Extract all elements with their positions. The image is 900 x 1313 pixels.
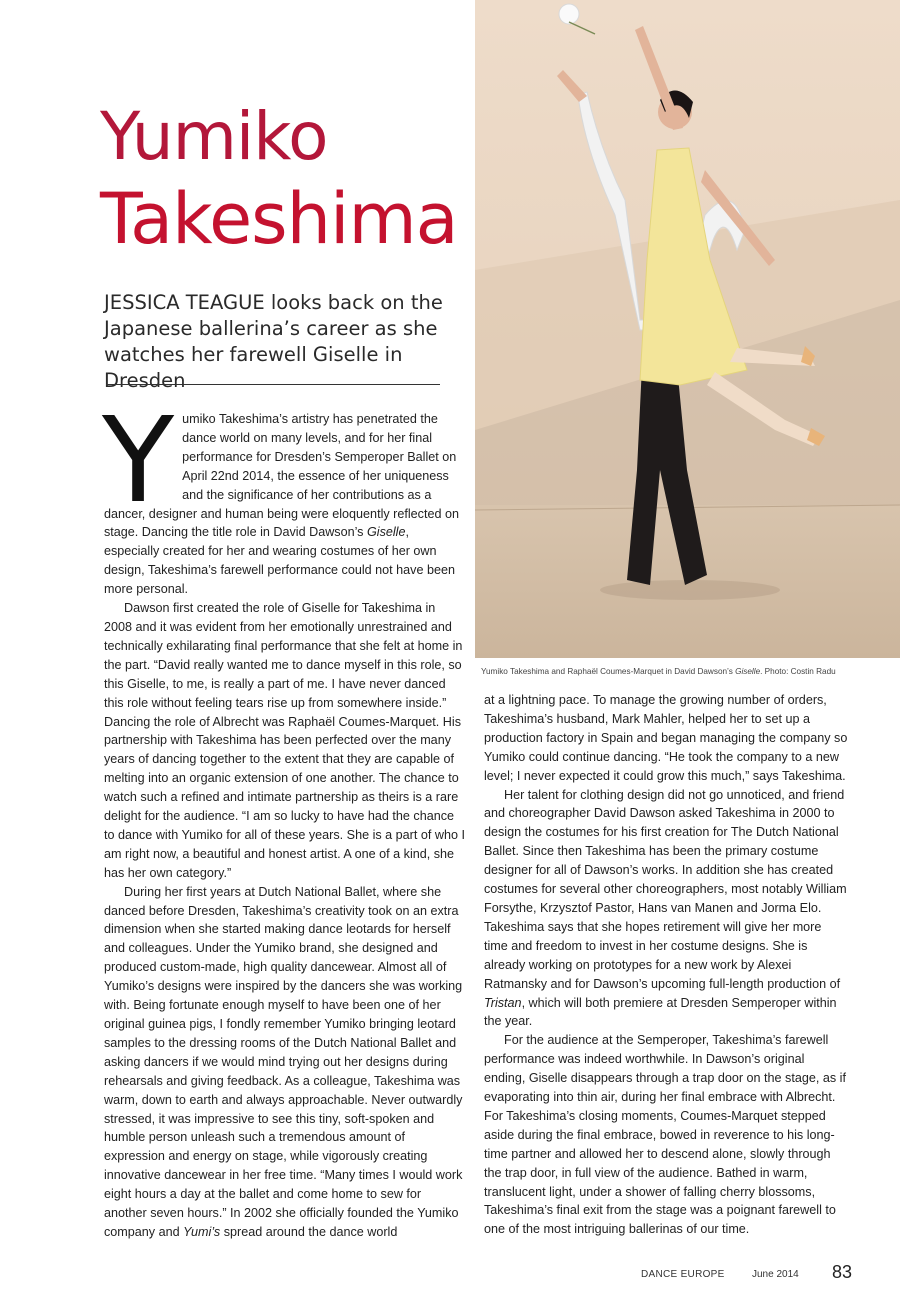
title-line-1: Yumiko — [100, 98, 328, 175]
paragraph-4-text-a: Her talent for clothing design did not go unnoticed, and friend and choreographer David Dawson asked Takeshima in 2000 to design the costumes for his first creation for The Dutch National Ballet. Since then Takeshima has been the primary costume designer for all of Dawson’s works. In addition she has created costumes for several other choreographers, most notably William Forsythe, Krzysztof Pastor, Hans van Manen and Jorma Elo. Takeshima says that she hopes retirement will give her more time and freedom to invest in her costume designs. She is already working on prototypes for a new work by Alexei Ratmansky and for Dawson’s upcoming full-length production of — [484, 787, 847, 991]
paragraph-5: For the audience at the Semperoper, Takeshima’s farewell performance was indeed worthwhile. In Dawson’s original ending, Giselle disappears through a trap door on the stage, as if evaporating into thin air, during her final embrace with Albrecht. For Takeshima’s closing moments, Coumes-Marquet stepped aside during the final embrace, bowed in reverence to his long-time partner and allowed her to descend alone, slowly through the trap door, in full view of the audience. Bathed in warm, translucent light, under a shower of falling cherry blossoms, Takeshima’s final exit from the stage was a poignant farewell to one of the most intriguing ballerinas of our time. — [484, 1033, 846, 1237]
paragraph-3-continued: at a lightning pace. To manage the growing number of orders, Takeshima’s husband, Mark Mahler, helped her to set up a production factory in Spain and began managing the company so Yumiko could continue dancing. “He took the company to a new level; I never expected it could grow this much,” says Takeshima. — [484, 693, 848, 783]
title-line-2: Takeshima — [100, 178, 458, 260]
body-column-right — [484, 691, 848, 1239]
body-column-left — [102, 391, 466, 1242]
paragraph-2: Dawson first created the role of Giselle for Takeshima in 2008 and it was evident from her emotionally unrestrained and technically exhilarating final performance that she felt at home in the part. “David really wanted me to dance myself in this role, so this Giselle, to me, is really a part of me. I have never danced this role without feeling tears rise up from somewhere inside.” Dancing the role of Albrecht was Raphaël Coumes-Marquet. His partnership with Takeshima has been perfected over the many years of dancing together to the extent that they are capable of melting into an organic extension of one another. The chance to watch such a refined and intimate partnership as theirs is a rare delight for the audience. “I am so lucky to have had the chance to dance with Yumiko for all of these years. She is a part of who I am right now, a beautiful and honest artist. A one of a kind, she has her own category.” — [104, 601, 465, 880]
caption-text-a: Yumiko Takeshima and Raphaël Coumes-Marquet in David Dawson’s — [481, 667, 736, 676]
paragraph-3-text-a: During her first years at Dutch National Ballet, where she danced before Dresden, Takeshima’s creativity took on an extra dimension when she started making dance leotards for herself and colleagues. Under the Yumiko brand, she designed and produced custom-made, high quality dancewear. Almost all of Yumiko’s designs were inspired by the dancers she was working with. Being fortunate enough myself to have been one of her original guinea pigs, I fondly remember Yumiko bringing leotard samples to the dressing rooms of the Dutch National Ballet and asking dancers if we would mind trying out her designs during rehearsals and giving feedback. As a colleague, Takeshima was warm, down to earth and always approachable. Never outwardly stressed, it was impressive to see this tiny, soft-spoken and humble person unleash such a tremendous amount of expression and energy on stage, while vigorously creating innovative dancewear in her free time. “Many times I would work eight hours a day at the ballet and come home to sew for another seven hours.” In 2002 she officially founded the Yumiko company and — [104, 884, 463, 1239]
footer-issue-date: June 2014 — [752, 1269, 799, 1280]
article-title — [100, 96, 460, 260]
performance-photo — [475, 0, 900, 658]
footer-magazine-name: DANCE EUROPE — [641, 1269, 725, 1280]
paragraph-1 — [102, 391, 466, 599]
standfirst-author: JESSICA TEAGUE — [104, 291, 265, 314]
dancers-illustration — [475, 0, 900, 658]
paragraph-1-text-a: umiko Takeshima’s artistry has penetrated the dance world on many levels, and for her final performance for Dresden’s Semperoper Ballet on April 22nd 2014, the essence of her uniqueness and the significance of her contributions as a dancer, designer and human being were eloquently reflected on stage. Dancing the title role in David Dawson’s — [104, 412, 459, 540]
brand-yumis: Yumi’s — [183, 1224, 221, 1239]
caption-text-b: . Photo: Costin Radu — [760, 667, 836, 676]
drop-cap: Y — [102, 391, 175, 529]
paragraph-3-text-b: spread around the dance world — [220, 1224, 398, 1239]
standfirst-divider — [106, 384, 440, 385]
photo-caption — [481, 666, 900, 678]
paragraph-3 — [104, 883, 466, 1242]
work-title-tristan: Tristan — [484, 995, 522, 1010]
paragraph-1-text-b: , especially created for her and wearing costumes of her own design, Takeshima’s farewell performance could not have been more personal. — [104, 525, 455, 597]
paragraph-4-text-b: , which will both premiere at Dresden Semperoper within the year. — [484, 995, 837, 1029]
standfirst — [104, 290, 454, 394]
caption-work-title: Giselle — [735, 667, 761, 676]
page-number: 83 — [832, 1262, 853, 1282]
work-title-giselle: Giselle — [366, 525, 406, 540]
paragraph-4 — [484, 786, 848, 1032]
standfirst-text: looks back on the Japanese ballerina’s career as she watches her farewell Giselle in Dresden — [104, 291, 443, 392]
